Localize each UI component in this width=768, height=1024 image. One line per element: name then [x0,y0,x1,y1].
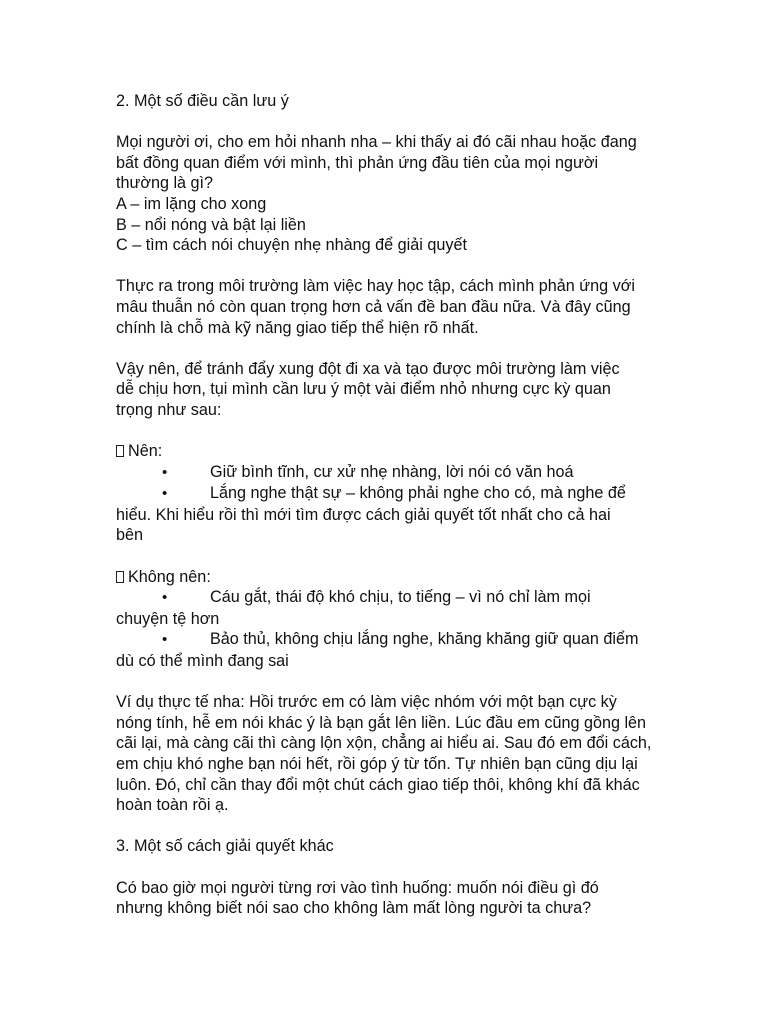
option-c: C – tìm cách nói chuyện nhẹ nhàng để giải quyết [116,236,467,255]
text-line: chính là chỗ mà kỹ năng giao tiếp thể hiện rõ nhất. [116,318,479,337]
text-line: trọng như sau: [116,400,222,419]
list-item-continuation: bên [116,526,144,545]
example-paragraph [116,692,668,816]
bullet-icon [116,629,210,651]
text-line: nhưng không biết nói sao cho không làm mất lòng người ta chưa? [116,899,592,918]
dont-list [116,567,668,672]
text-line: Mọi người ơi, cho em hỏi nhanh nha – khi thấy ai đó cãi nhau hoặc đang [116,133,637,152]
spacer [116,256,668,277]
spacer [116,112,668,133]
text-line: thường là gì? [116,174,214,193]
spacer [116,816,668,837]
list-item-continuation: hiểu. Khi hiểu rồi thì mới tìm được cách giải quyết tốt nhất cho cả hai [116,505,611,524]
bullet-icon [116,587,210,609]
dont-list-label: Không nên: [116,567,668,588]
list-item: •Bảo thủ, không chịu lắng nghe, khăng khăng giữ quan điểm [116,629,668,651]
intro-paragraph [116,132,668,256]
spacer [116,338,668,359]
do-list [116,441,668,546]
text-line: dễ chịu hơn, tụi mình cần lưu ý một vài điểm nhỏ nhưng cực kỳ quan [116,380,611,399]
spacer [116,672,668,693]
spacer [116,546,668,567]
text-line: Vậy nên, để tránh đẩy xung đột đi xa và tạo được môi trường làm việc [116,359,620,378]
list-item: •Giữ bình tĩnh, cư xử nhẹ nhàng, lời nói có văn hoá [116,462,668,484]
text-line: em chịu khó nghe bạn nói hết, rồi góp ý từ tốn. Tự nhiên bạn cũng dịu lại [116,755,638,773]
text-line: luôn. Đó, chỉ cần thay đổi một chút cách giao tiếp thôi, không khí đã khác [116,775,640,794]
summary-paragraph [116,359,668,421]
list-item: •Lắng nghe thật sự – không phải nghe cho có, mà nghe để [116,483,668,505]
missing-glyph-icon [116,445,124,457]
text-line: Có bao giờ mọi người từng rơi vào tình huống: muốn nói điều gì đó [116,878,599,897]
bullet-icon [116,483,210,505]
text-line: mâu thuẫn nó còn quan trọng hơn cả vấn đề ban đầu nữa. Và đây cũng [116,297,631,316]
text-line: Thực ra trong môi trường làm việc hay học tập, cách mình phản ứng với [116,277,635,296]
bullet-icon [116,462,210,484]
list-item: •Cáu gắt, thái độ khó chịu, to tiếng – vì nó chỉ làm mọi [116,587,668,609]
do-list-label: Nên: [116,441,668,462]
section-heading-2: 2. Một số điều cần lưu ý [116,92,289,110]
spacer [116,857,668,878]
text-line: hoàn toàn rồi ạ. [116,796,229,815]
spacer [116,421,668,442]
text-line: Ví dụ thực tế nha: Hồi trước em có làm việc nhóm với một bạn cực kỳ [116,693,617,712]
text-line: nóng tính, hễ em nói khác ý là bạn gắt lên liền. Lúc đầu em cũng gồng lên [116,713,647,732]
context-paragraph [116,276,668,338]
list-item-continuation: dù có thể mình đang sai [116,652,289,671]
option-a: A – im lặng cho xong [116,194,267,213]
text-line: cãi lại, mà càng cãi thì càng lộn xộn, chẳng ai hiểu ai. Sau đó em đổi cách, [116,734,652,753]
text-line: bất đồng quan điểm với mình, thì phản ứng đầu tiên của mọi người [116,153,599,172]
option-b: B – nổi nóng và bật lại liền [116,215,306,234]
question-paragraph [116,878,668,919]
section-heading-3: 3. Một số cách giải quyết khác [116,837,334,856]
missing-glyph-icon [116,571,124,583]
list-item-continuation: chuyện tệ hơn [116,609,220,628]
